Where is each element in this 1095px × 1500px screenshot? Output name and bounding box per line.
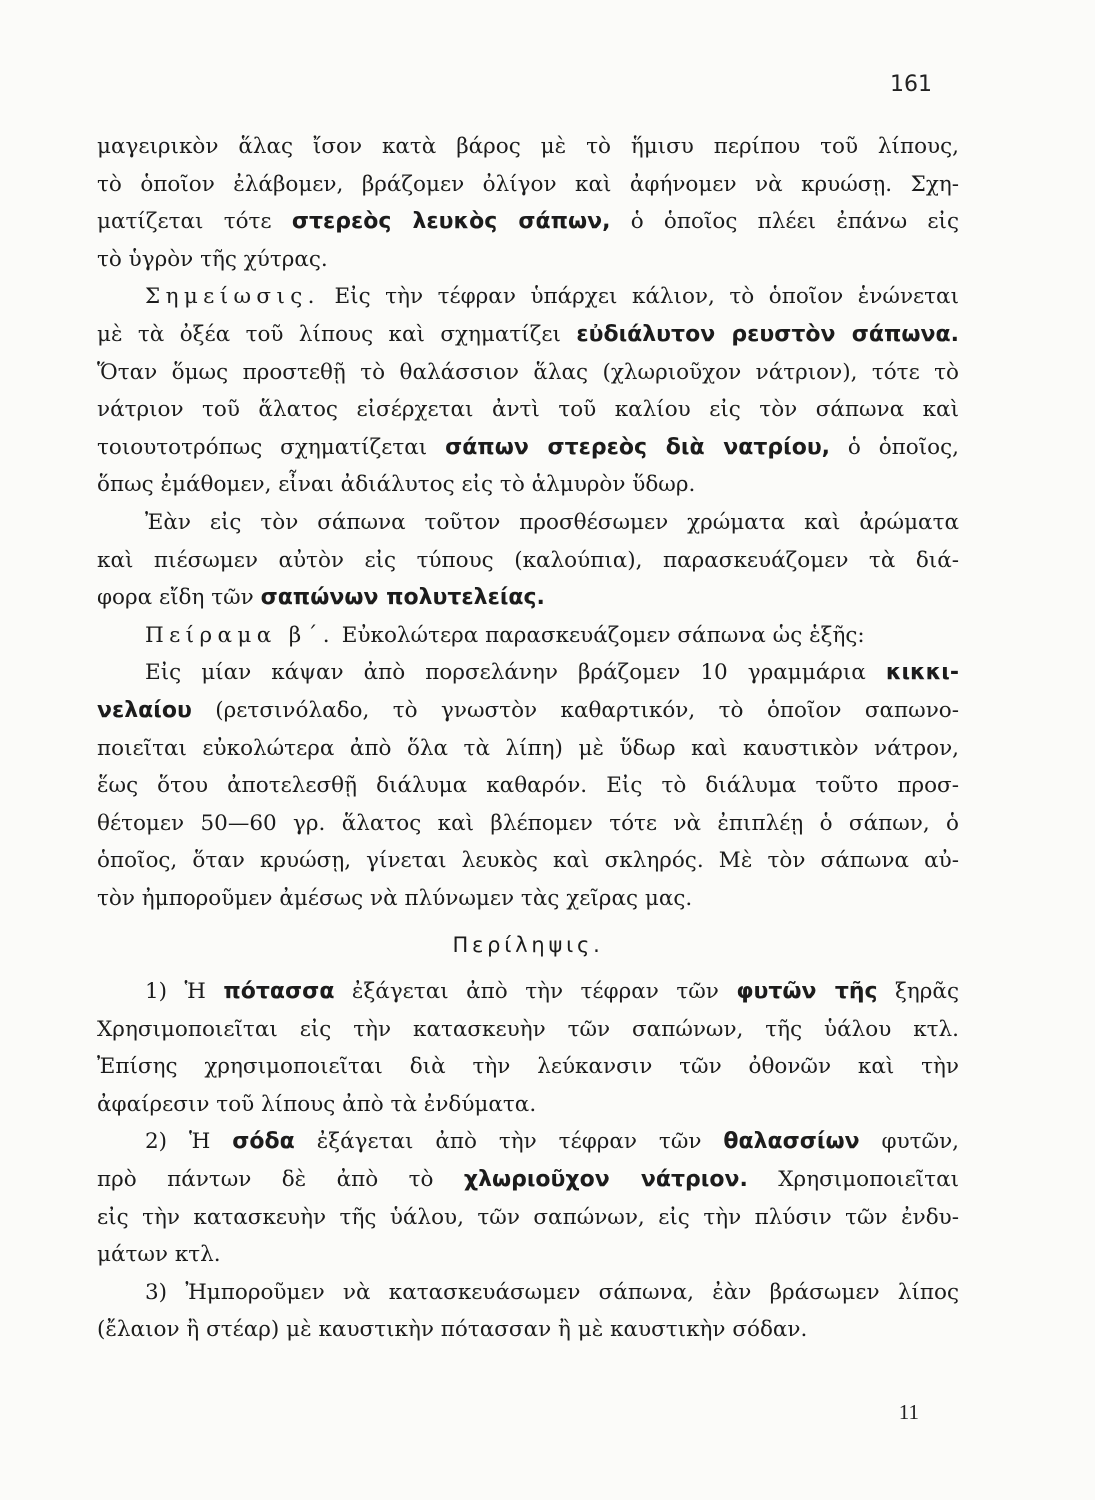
text-line: εἰς τὴν κατασκευὴν τῆς ὑάλου, τῶν σαπώνων, εἰς τὴν πλύσιν τῶν ἐνδυ- xyxy=(97,1204,959,1230)
text-line: Εἰς μίαν κάψαν ἀπὸ πορσελάνην βράζομεν 10 γραμμάρια κικκι- xyxy=(145,660,959,686)
text-line: τοιουτοτρόπως σχηματίζεται σάπων στερεὸς διὰ νατρίου, ὁ ὁποῖος, xyxy=(97,434,959,460)
text-line: Ἐὰν εἰς τὸν σάπωνα τοῦτον προσθέσωμεν χρώματα καὶ ἀρώματα xyxy=(145,509,959,535)
text-line: ἕως ὅτου ἀποτελεσθῇ διάλυμα καθαρόν. Εἰς τὸ διάλυμα τοῦτο προσ- xyxy=(97,773,959,799)
experiment-label: Πείραμα β΄. xyxy=(145,622,335,648)
text-line: φορα εἴδη τῶν σαπώνων πολυτελείας. xyxy=(97,585,545,611)
text-line: μάτων κτλ. xyxy=(97,1242,221,1268)
bold-term: σάπων στερεὸς διὰ νατρίου, xyxy=(445,434,831,460)
text-line: 3) Ἠμποροῦμεν νὰ κατασκευάσωμεν σάπωνα, ἐὰν βράσωμεν λίπος xyxy=(145,1279,959,1305)
text-line: νάτριον τοῦ ἅλατος εἰσέρχεται ἀντὶ τοῦ καλίου εἰς τὸν σάπωνα καὶ xyxy=(97,397,959,423)
text-line: μαγειρικὸν ἅλας ἴσον κατὰ βάρος μὲ τὸ ἥμισυ περίπου τοῦ λίπους, xyxy=(97,134,959,159)
text-line: μὲ τὰ ὀξέα τοῦ λίπους καὶ σχηματίζει εὐδιάλυτον ρευστὸν σάπωνα. xyxy=(97,321,959,347)
bold-term: θαλασσίων xyxy=(723,1129,860,1155)
text-line: τὸν ἠμποροῦμεν ἀμέσως νὰ πλύνωμεν τὰς χεῖρας μας. xyxy=(97,885,693,911)
page-number: 161 xyxy=(890,72,932,97)
bold-term: σόδα xyxy=(232,1129,295,1155)
text-line: Ὅταν ὅμως προστεθῇ τὸ θαλάσσιον ἅλας (χλωριοῦχον νάτριον), τότε τὸ xyxy=(97,359,959,385)
signature-mark: 11 xyxy=(898,1400,919,1424)
note-heading-line: Σημείωσις. Εἰς τὴν τέφραν ὑπάρχει κάλιον, τὸ ὁποῖον ἑνώνεται xyxy=(145,284,959,310)
text-line: ποιεῖται εὐκολώτερα ἀπὸ ὅλα τὰ λίπη) μὲ ὕδωρ καὶ καυστικὸν νάτρον, xyxy=(97,735,959,761)
text-line: θέτομεν 50—60 γρ. ἅλατος καὶ βλέπομεν τότε νὰ ἐπιπλέῃ ὁ σάπων, ὁ xyxy=(97,810,959,836)
text-line: πρὸ πάντων δὲ ἀπὸ τὸ χλωριοῦχον νάτριον. Χρησιμοποιεῖται xyxy=(97,1167,959,1193)
note-label: Σημείωσις. xyxy=(145,284,320,310)
summary-heading: Περίληψις. xyxy=(452,933,604,958)
bold-term: εὐδιάλυτον ρευστὸν σάπωνα. xyxy=(576,321,959,347)
text-line: Χρησιμοποιεῖται εἰς τὴν κατασκευὴν τῶν σαπώνων, τῆς ὑάλου κτλ. xyxy=(97,1016,959,1042)
bold-term: χλωριοῦχον νάτριον. xyxy=(463,1167,748,1193)
text-line: νελαίου (ρετσινόλαδο, τὸ γνωστὸν καθαρτικόν, τὸ ὁποῖον σαπωνο- xyxy=(97,697,959,723)
text-line: ματίζεται τότε στερεὸς λευκὸς σάπων, ὁ ὁποῖος πλέει ἐπάνω εἰς xyxy=(97,209,959,235)
text-line: ὅπως ἐμάθομεν, εἶναι ἀδιάλυτος εἰς τὸ ἁλμυρὸν ὕδωρ. xyxy=(97,472,696,498)
bold-term: νελαίου xyxy=(97,697,192,723)
text-line: Ἐπίσης χρησιμοποιεῖται διὰ τὴν λεύκανσιν τῶν ὀθονῶν καὶ τὴν xyxy=(97,1054,959,1080)
page-body xyxy=(97,128,959,1349)
text-line: 2) Ἡ σόδα ἐξάγεται ἀπὸ τὴν τέφραν τῶν θαλασσίων φυτῶν, xyxy=(145,1129,959,1155)
text-line: τὸ ὑγρὸν τῆς χύτρας. xyxy=(97,246,328,272)
text-line: τὸ ὁποῖον ἐλάβομεν, βράζομεν ὀλίγον καὶ ἀφήνομεν νὰ κρυώσῃ. Σχη- xyxy=(97,171,959,197)
bold-term: σαπώνων πολυτελείας. xyxy=(260,585,545,611)
text-line: 1) Ἡ πότασσα ἐξάγεται ἀπὸ τὴν τέφραν τῶν φυτῶν τῆς ξηρᾶς xyxy=(145,979,959,1005)
bold-term: φυτῶν τῆς xyxy=(736,979,878,1005)
bold-term: πότασσα xyxy=(223,979,335,1005)
text-line: καὶ πιέσωμεν αὐτὸν εἰς τύπους (καλούπια), παρασκευάζομεν τὰ διά- xyxy=(97,547,959,573)
text-line: (ἔλαιον ἢ στέαρ) μὲ καυστικὴν πότασσαν ἢ μὲ καυστικὴν σόδαν. xyxy=(97,1317,808,1343)
bold-term: στερεὸς λευκὸς σάπων, xyxy=(291,209,611,235)
text-line: ὁποῖος, ὅταν κρυώσῃ, γίνεται λευκὸς καὶ σκληρός. Μὲ τὸν σάπωνα αὐ- xyxy=(97,848,959,874)
bold-term: κικκι- xyxy=(885,660,959,686)
text-line: ἀφαίρεσιν τοῦ λίπους ἀπὸ τὰ ἐνδύματα. xyxy=(97,1091,537,1117)
experiment-heading-line: Πείραμα β΄. Εὐκολώτερα παρασκευάζομεν σάπωνα ὡς ἑξῆς: xyxy=(145,622,865,648)
